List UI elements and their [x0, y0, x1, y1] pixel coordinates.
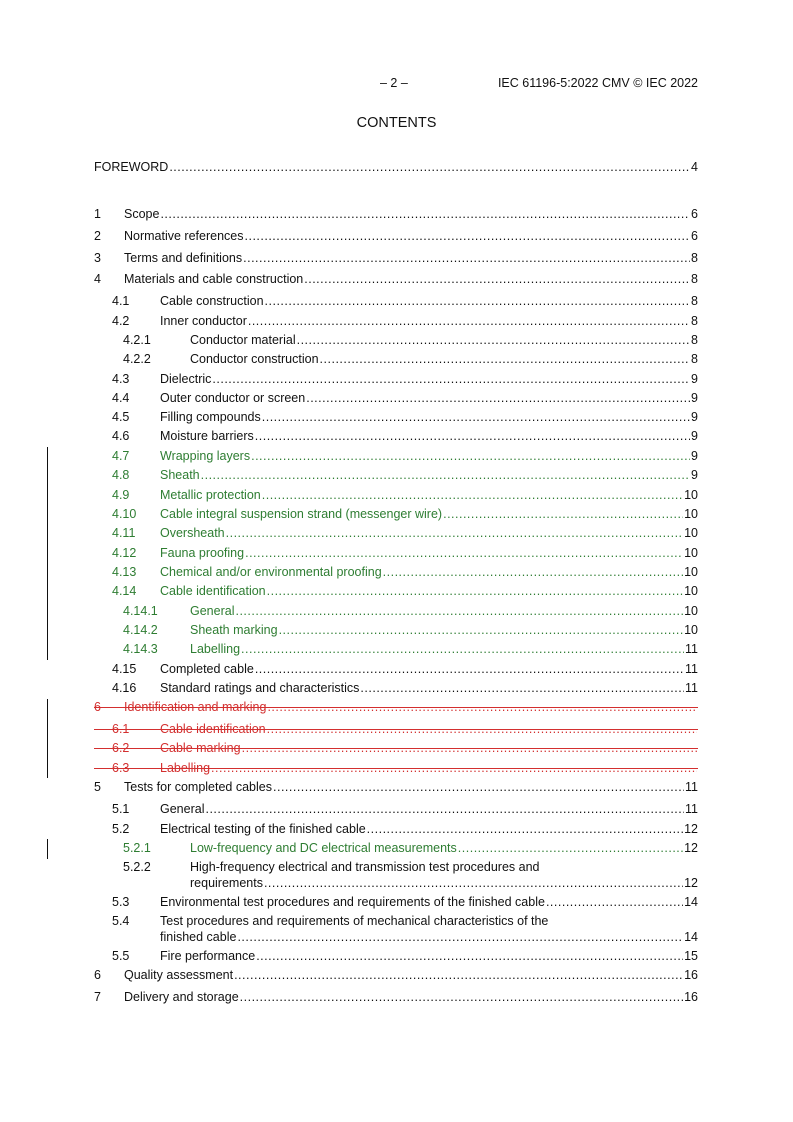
toc-entry-page: 12 [684, 822, 698, 836]
toc-leader-dots [242, 740, 697, 756]
toc-entry-row [160, 583, 698, 599]
toc-leader-dots [265, 293, 691, 309]
toc-entry-title: Dielectric [160, 372, 212, 386]
toc-entry-number: 4.10 [112, 507, 137, 521]
toc-entry-row [124, 989, 698, 1005]
toc-leader-dots [169, 159, 690, 175]
toc-entry-number: 5.1 [112, 802, 130, 816]
toc-entry-title: FOREWORD [94, 160, 169, 174]
toc-leader-dots [241, 641, 684, 657]
toc-leader-dots [264, 875, 683, 891]
toc-leader-dots [212, 371, 690, 387]
toc-entry-title: Sheath marking [190, 623, 278, 637]
toc-entry-page: 11 [685, 780, 698, 794]
toc-entry[interactable] [94, 351, 698, 367]
toc-entry-row [160, 545, 698, 561]
toc-entry-title: Terms and definitions [124, 251, 243, 265]
toc-entry-page: 10 [684, 565, 698, 579]
toc-entry-number: 5.3 [112, 895, 130, 909]
toc-entry-row [160, 680, 698, 696]
toc-leader-dots [304, 271, 690, 287]
toc-entry-title: Moisture barriers [160, 429, 254, 443]
toc-entry-page: 4 [691, 160, 698, 174]
toc-leader-dots [234, 967, 683, 983]
toc-entry[interactable] [94, 913, 698, 945]
toc-entry[interactable] [94, 967, 698, 983]
toc-entry-page: 9 [691, 372, 698, 386]
toc-entry-row [160, 506, 698, 522]
toc-leader-dots [237, 929, 683, 945]
toc-entry-title-line1: High-frequency electrical and transmission test procedures and [190, 860, 540, 874]
toc-entry-page: 10 [684, 526, 698, 540]
toc-entry-row [160, 428, 698, 444]
toc-entry[interactable] [94, 487, 698, 503]
toc-entry-number: 2 [94, 229, 101, 243]
toc-entry-page: 12 [684, 876, 698, 890]
toc-leader-dots [273, 779, 684, 795]
toc-entry-page: 9 [691, 449, 698, 463]
toc-leader-dots [383, 564, 683, 580]
toc-entry-title: Labelling [160, 761, 211, 775]
toc-entry-row [160, 929, 698, 945]
toc-entry-title: Filling compounds [160, 410, 261, 424]
toc-entry-title: Conductor material [190, 333, 296, 347]
page-title: CONTENTS [356, 115, 437, 131]
toc-entry-title: Cable construction [160, 294, 264, 308]
toc-entry-title: Cable marking [160, 741, 241, 755]
toc-entry-title: Cable identification [160, 722, 266, 736]
toc-leader-dots [205, 801, 684, 817]
toc-entry-page: 14 [684, 930, 698, 944]
toc-entry-page: 10 [684, 488, 698, 502]
toc-entry[interactable] [94, 894, 698, 910]
toc-entry-number: 4.11 [112, 526, 136, 540]
toc-entry-number: 4.16 [112, 681, 137, 695]
toc-entry[interactable] [94, 371, 698, 387]
toc-entry-number: 4 [94, 272, 101, 286]
toc-entry-title: Scope [124, 207, 160, 221]
toc-entry-row [190, 622, 698, 638]
toc-entry[interactable] [94, 525, 698, 541]
toc-leader-dots [360, 680, 684, 696]
toc-entry-row [160, 371, 698, 387]
toc-leader-dots [267, 583, 683, 599]
toc-entry[interactable] [94, 313, 698, 329]
toc-leader-dots [443, 506, 683, 522]
toc-entry-row [160, 661, 698, 677]
toc-entry-title: General [160, 802, 205, 816]
toc-entry-row [190, 603, 698, 619]
toc-leader-dots [240, 989, 683, 1005]
toc-entry-page: 10 [684, 507, 698, 521]
toc-entry-row [124, 228, 698, 244]
toc-entry[interactable] [94, 948, 698, 964]
toc-entry-page: 11 [685, 642, 698, 656]
toc-entry[interactable] [94, 271, 698, 287]
toc-entry[interactable] [94, 721, 698, 737]
toc-entry-number: 4.14.1 [123, 604, 158, 618]
toc-entry-number: 4.14.2 [123, 623, 158, 637]
toc-entry-number: 7 [94, 990, 101, 1004]
toc-entry-title: Oversheath [160, 526, 225, 540]
toc-entry-number: 1 [94, 207, 101, 221]
toc-leader-dots [297, 332, 690, 348]
toc-entry-row [124, 967, 698, 983]
toc-entry-title: Chemical and/or environmental proofing [160, 565, 382, 579]
toc-entry-title: finished cable [160, 930, 237, 944]
change-bar [47, 699, 48, 778]
toc-entry[interactable] [94, 228, 698, 244]
toc-entry-number: 5.4 [112, 914, 130, 928]
toc-entry-title: requirements [190, 876, 263, 890]
toc-entry-page: 11 [685, 802, 698, 816]
toc-entry-row [160, 525, 698, 541]
toc-entry-row [160, 390, 698, 406]
toc-entry[interactable] [94, 583, 698, 599]
toc-entry-page: 9 [691, 468, 698, 482]
toc-entry-number: 4.5 [112, 410, 130, 424]
toc-entry-row [160, 487, 698, 503]
standard-reference: IEC 61196-5:2022 CMV © IEC 2022 [497, 76, 698, 90]
toc-entry-page: 10 [684, 604, 698, 618]
toc-entry-row [160, 721, 698, 737]
toc-leader-dots [245, 228, 691, 244]
toc-entry-number: 6.3 [112, 761, 130, 775]
toc-entry-row [160, 564, 698, 580]
toc-entry[interactable] [94, 760, 698, 776]
toc-entry-number: 4.2.2 [123, 352, 151, 366]
toc-entry[interactable] [94, 545, 698, 561]
toc-entry[interactable] [94, 989, 698, 1005]
toc-entry[interactable] [94, 467, 698, 483]
toc-entry[interactable] [94, 564, 698, 580]
toc-entry[interactable] [94, 661, 698, 677]
toc-entry[interactable] [94, 206, 698, 222]
toc-entry[interactable] [94, 603, 698, 619]
toc-entry-row [160, 467, 698, 483]
toc-entry-title: Normative references [124, 229, 244, 243]
toc-entry-title: Cable integral suspension strand (messenger wire) [160, 507, 443, 521]
toc-entry[interactable] [94, 250, 698, 266]
toc-entry-title: General [190, 604, 235, 618]
toc-leader-dots [267, 721, 697, 737]
toc-entry-number: 5.2.1 [123, 841, 151, 855]
toc-entry-row [190, 875, 698, 891]
toc-entry-number: 4.14.3 [123, 642, 158, 656]
toc-entry-page: 16 [684, 990, 698, 1004]
toc-entry-number: 4.4 [112, 391, 130, 405]
toc-entry-title: Quality assessment [124, 968, 234, 982]
toc-entry[interactable] [94, 428, 698, 444]
toc-leader-dots [306, 390, 690, 406]
toc-entry[interactable] [94, 840, 698, 856]
toc-entry-row [160, 801, 698, 817]
toc-entry-number: 4.12 [112, 546, 137, 560]
toc-entry[interactable] [94, 159, 698, 175]
toc-entry-row [160, 409, 698, 425]
toc-entry-number: 6.1 [112, 722, 130, 736]
change-bar [47, 839, 48, 859]
toc-entry-number: 4.2 [112, 314, 130, 328]
toc-entry[interactable] [94, 859, 698, 891]
toc-entry-page: 6 [691, 207, 698, 221]
toc-entry-title: Environmental test procedures and requirements of the finished cable [160, 895, 545, 909]
toc-entry[interactable] [94, 699, 698, 715]
toc-entry-page: 16 [684, 968, 698, 982]
toc-entry-number: 4.9 [112, 488, 130, 502]
toc-entry-number: 4.1 [112, 294, 130, 308]
toc-entry-page: 8 [691, 352, 698, 366]
toc-entry-row [124, 271, 698, 287]
toc-entry-number: 4.3 [112, 372, 130, 386]
toc-entry-page: 10 [684, 584, 698, 598]
toc-entry-page: 8 [691, 294, 698, 308]
toc-entry-number: 6 [94, 700, 101, 714]
toc-leader-dots [243, 250, 690, 266]
toc-entry-title: Conductor construction [190, 352, 319, 366]
toc-entry[interactable] [94, 680, 698, 696]
toc-entry-number: 5.2 [112, 822, 130, 836]
toc-entry-title: Standard ratings and characteristics [160, 681, 360, 695]
toc-entry-page: 8 [691, 314, 698, 328]
toc-entry-page: 9 [691, 410, 698, 424]
toc-entry-title: Fauna proofing [160, 546, 245, 560]
toc-leader-dots [211, 760, 697, 776]
toc-entry-page: 8 [691, 272, 698, 286]
toc-entry-title: Completed cable [160, 662, 254, 676]
toc-entry-title: Tests for completed cables [124, 780, 272, 794]
toc-entry[interactable] [94, 390, 698, 406]
toc-entry-page: 10 [684, 546, 698, 560]
toc-entry[interactable] [94, 293, 698, 309]
toc-entry-title: Fire performance [160, 949, 256, 963]
toc-entry-title: Sheath [160, 468, 200, 482]
toc-entry-title: Outer conductor or screen [160, 391, 306, 405]
toc-entry[interactable] [94, 641, 698, 657]
toc-entry-title: Cable identification [160, 584, 266, 598]
toc-entry-title: Electrical testing of the finished cable [160, 822, 366, 836]
toc-entry-row [190, 332, 698, 348]
toc-entry-row [190, 840, 698, 856]
toc-entry-row [160, 448, 698, 464]
toc-entry-number: 3 [94, 251, 101, 265]
toc-entry[interactable] [94, 506, 698, 522]
toc-entry-page: 9 [691, 391, 698, 405]
toc-entry[interactable] [94, 448, 698, 464]
toc-leader-dots [255, 661, 684, 677]
toc-entry-page: 8 [691, 251, 698, 265]
toc-leader-dots [546, 894, 683, 910]
toc-entry-title: Identification and marking [124, 700, 267, 714]
toc-entry-row [160, 760, 698, 776]
toc-entry-page: 11 [685, 662, 698, 676]
toc-leader-dots [235, 603, 683, 619]
toc-entry-row [190, 351, 698, 367]
toc-entry-page: 10 [684, 623, 698, 637]
toc-entry-number: 6.2 [112, 741, 130, 755]
toc-leader-dots [248, 313, 690, 329]
toc-entry-row [190, 641, 698, 657]
toc-leader-dots [201, 467, 690, 483]
toc-entry-row [160, 821, 698, 837]
toc-entry-page: 15 [684, 949, 698, 963]
page-number: – 2 – [380, 76, 408, 90]
toc-entry[interactable] [94, 409, 698, 425]
toc-leader-dots [256, 948, 683, 964]
toc-entry-number: 6 [94, 968, 101, 982]
toc-entry-title: Inner conductor [160, 314, 247, 328]
toc-entry[interactable] [94, 801, 698, 817]
toc-entry-row [124, 250, 698, 266]
toc-entry-number: 5.2.2 [123, 860, 151, 874]
toc-leader-dots [262, 487, 683, 503]
toc-entry-page: 9 [691, 429, 698, 443]
toc-entry-row [160, 313, 698, 329]
toc-leader-dots [251, 448, 690, 464]
toc-leader-dots [255, 428, 690, 444]
toc-leader-dots [279, 622, 684, 638]
toc-entry-number: 4.14 [112, 584, 137, 598]
toc-entry[interactable] [94, 622, 698, 638]
toc-entry-row [160, 948, 698, 964]
toc-entry-page: 12 [684, 841, 698, 855]
toc-entry-row [160, 740, 698, 756]
toc-entry-row [160, 894, 698, 910]
toc-leader-dots [458, 840, 683, 856]
toc-entry-row [124, 779, 698, 795]
toc-entry-number: 4.2.1 [123, 333, 151, 347]
toc-entry-row [124, 699, 698, 715]
toc-entry-number: 5.5 [112, 949, 130, 963]
toc-leader-dots [245, 545, 683, 561]
toc-entry-row [94, 159, 698, 175]
toc-entry-page: 11 [685, 681, 698, 695]
toc-entry-number: 5 [94, 780, 101, 794]
toc-entry[interactable] [94, 779, 698, 795]
change-bar [47, 447, 48, 660]
toc-entry-title: Labelling [190, 642, 241, 656]
toc-entry-number: 4.6 [112, 429, 130, 443]
toc-leader-dots [160, 206, 690, 222]
toc-entry-title: Metallic protection [160, 488, 261, 502]
toc-leader-dots [320, 351, 691, 367]
toc-entry-page: 8 [691, 333, 698, 347]
toc-entry-number: 4.15 [112, 662, 137, 676]
toc-entry-number: 4.8 [112, 468, 130, 482]
toc-entry-row [124, 206, 698, 222]
toc-entry-number: 4.13 [112, 565, 137, 579]
toc-entry[interactable] [94, 332, 698, 348]
toc-entry-title: Materials and cable construction [124, 272, 304, 286]
toc-entry-row [160, 293, 698, 309]
toc-leader-dots [367, 821, 683, 837]
toc-leader-dots [226, 525, 683, 541]
toc-entry[interactable] [94, 740, 698, 756]
toc-entry-title: Low-frequency and DC electrical measurements [190, 841, 457, 855]
toc-leader-dots [262, 409, 690, 425]
toc-entry-title-line1: Test procedures and requirements of mechanical characteristics of the [160, 914, 549, 928]
toc-entry-number: 4.7 [112, 449, 130, 463]
toc-leader-dots [267, 699, 697, 715]
toc-entry-page: 14 [684, 895, 698, 909]
toc-entry-page: 6 [691, 229, 698, 243]
toc-entry-title: Delivery and storage [124, 990, 239, 1004]
toc-entry[interactable] [94, 821, 698, 837]
toc-entry-title: Wrapping layers [160, 449, 251, 463]
